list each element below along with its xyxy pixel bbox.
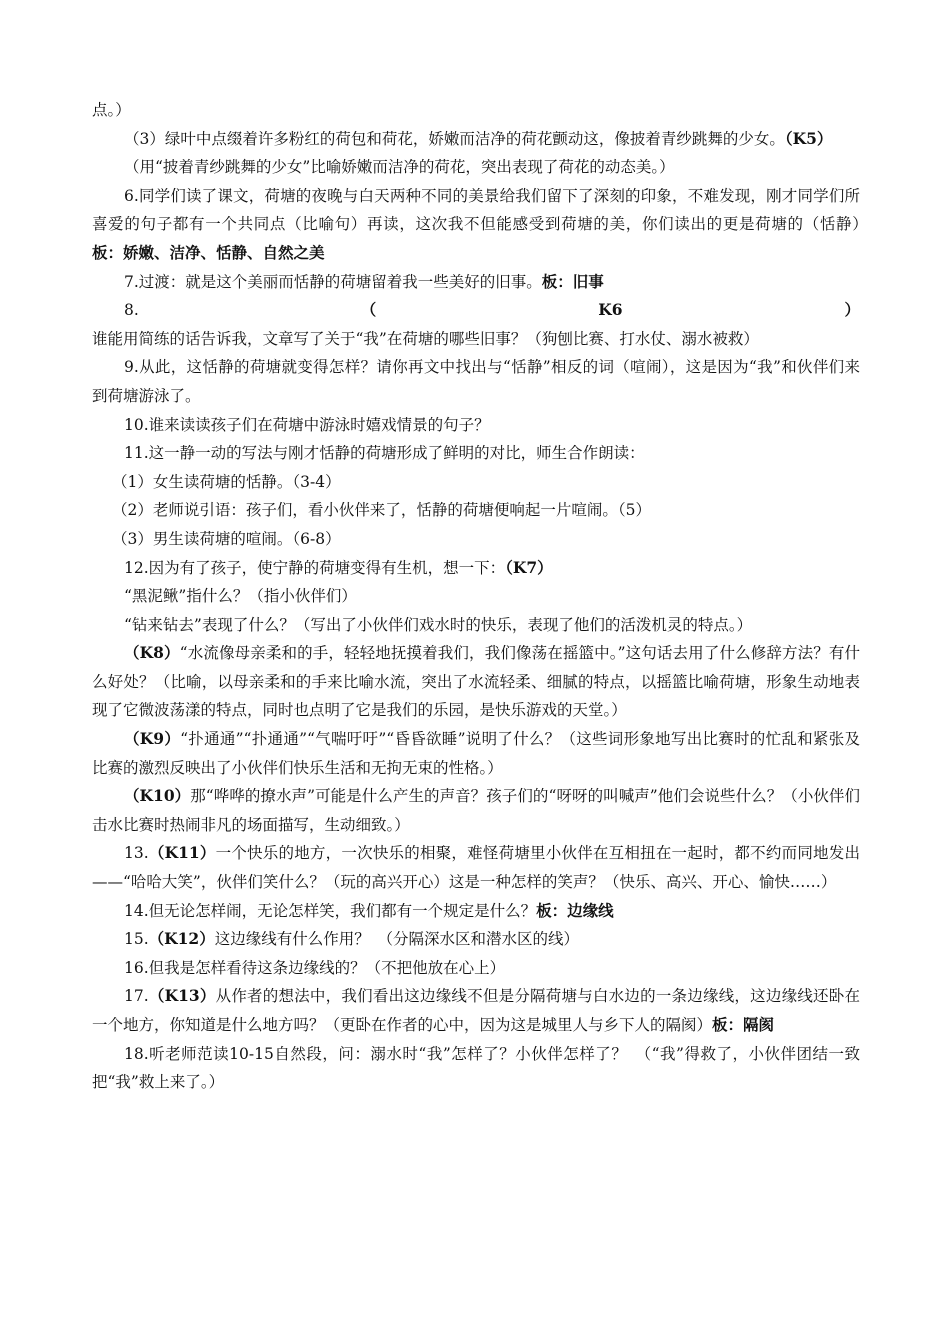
bold-text-run: （K8） [124,643,180,663]
text-run: 12.因为有了孩子，使宁静的荷塘变得有生机，想一下： [124,558,506,577]
paragraph [92,153,860,182]
paragraph [92,439,860,468]
paragraph [92,268,860,297]
text-run: 这边缘线有什么作用？ （分隔深水区和潜水区的线） [214,930,579,949]
text-run: 7.过渡：就是这个美丽而恬静的荷塘留着我一些美好的旧事。 [124,272,542,291]
text-run: 18.听老师范读10-15自然段，问：溺水时“我”怎样了？小伙伴怎样了？ （“我”得救了，小伙伴团结一致把“我”救上来了。） [92,1044,860,1092]
text-run: “黑泥鳅”指什么？（指小伙伴们） [124,587,357,606]
paragraph [92,296,860,353]
bold-text-run: （K12） [148,929,215,949]
bold-text-run: （K7） [505,557,553,577]
text-run: 17. [124,987,149,1006]
bold-text-run: 板：边缘线 [536,900,614,920]
bold-text-run: （K6） [138,300,860,320]
paragraph [92,725,860,782]
paragraph [92,782,860,839]
text-run: 从作者的想法中，我们看出这边缘线不但是分隔荷塘与白水边的一条边缘线，这边缘线还卧在一个地方，你知道是什么地方吗？（更卧在作者的心中，因为这是城里人与乡下人的隔阂） [92,987,860,1034]
paragraph [92,897,860,926]
paragraph [92,496,860,525]
bold-text-run: （K9） [124,729,181,749]
document-body [92,96,876,1097]
bold-text-run: 板：娇嫩、洁净、恬静、自然之美 [92,242,325,262]
text-run: （2）老师说引语：孩子们，看小伙伴来了，恬静的荷塘便响起一片喧闹。（5） [112,501,651,520]
text-run: 13. [124,844,149,863]
bold-text-run: 板：旧事 [541,271,604,291]
text-run: “水流像母亲柔和的手，轻轻地抚摸着我们，我们像荡在摇篮中。”这句话去用了什么修辞方法？有什么好处？（比喻，以母亲柔和的手来比喻水流，突出了水流轻柔、细腻的特点，以摇篮比喻荷塘，形象生动地表现了它微波荡漾的特点，同时也点明了它是我们的乐园，是快乐游戏的天堂。） [92,644,860,720]
text-run: “钻来钻去”表现了什么？（写出了小伙伴们戏水时的快乐，表现了他们的活泼机灵的特点。） [124,615,753,634]
text-run: 9.从此，这恬静的荷塘就变得怎样？请你再文中找出与“恬静”相反的词（喧闹），这是因为“我”和伙伴们来到荷塘游泳了。 [92,358,860,405]
paragraph [92,525,860,554]
text-run: （1）女生读荷塘的恬静。（3-4） [112,472,341,491]
paragraph [92,182,876,268]
text-run: 那“哗哗的撩水声”可能是什么产生的声音？孩子们的“呀呀的叫喊声”他们会说些什么？（小伙伴们击水比赛时热闹非凡的场面描写，生动细致。） [92,787,860,834]
text-run: 8. [124,301,139,320]
paragraph [92,411,860,440]
text-run: 11.这一静一动的写法与刚才恬静的荷塘形成了鲜明的对比，师生合作朗读： [124,444,645,463]
paragraph [92,582,860,611]
text-run: （3）男生读荷塘的喧闹。（6-8） [112,529,341,548]
text-run: 谁能用简练的话告诉我，文章写了关于“我”在荷塘的哪些旧事？（狗刨比赛、打水仗、溺水被救） [92,329,759,348]
text-run: （用“披着青纱跳舞的少女”比喻娇嫩而洁净的荷花，突出表现了荷花的动态美。） [124,158,675,177]
bold-text-run: 板：隔阂 [712,1015,775,1034]
bold-text-run: （K5） [784,128,833,148]
text-run: 15. [124,930,149,949]
text-run: 16.但我是怎样看待这条边缘线的？（不把他放在心上） [124,958,506,977]
paragraph [92,554,860,583]
paragraph [92,353,860,410]
text-run: 一个快乐的地方，一次快乐的相聚，难怪荷塘里小伙伴在互相扭在一起时，都不约而同地发出——“哈哈大笑”，伙伴们笑什么？（玩的高兴开心）这是一种怎样的笑声？（快乐、高兴、开心、愉快……） [92,844,860,892]
bold-text-run: （K10） [124,786,191,806]
text-run: 10.谁来读读孩子们在荷塘中游泳时嬉戏情景的句子？ [124,415,490,434]
paragraph [92,954,860,983]
text-run: 6.同学们读了课文，荷塘的夜晚与白天两种不同的美景给我们留下了深刻的印象，不难发现，刚才同学们所喜爱的句子都有一个共同点（比喻句）再读，这次我不但能感受到荷塘的美，你们读出的更是荷塘的（恬静） [92,186,876,234]
paragraph [92,611,860,640]
paragraph [92,839,860,896]
text-run: （3）绿叶中点缀着许多粉红的荷包和荷花，娇嫩而洁净的荷花颤动这，像披着青纱跳舞的少女。 [124,129,785,148]
paragraph [92,1040,860,1097]
paragraph [92,468,860,497]
text-run: 14.但无论怎样闹，无论怎样笑，我们都有一个规定是什么？ [124,901,537,920]
text-run: 点。） [92,101,131,119]
bold-text-run: （K11） [148,843,216,863]
paragraph [92,125,860,154]
paragraph [92,982,860,1039]
paragraph [92,96,860,125]
paragraph [92,639,860,725]
bold-text-run: （K13） [148,986,216,1006]
paragraph [92,925,860,954]
text-run: “扑通通”“扑通通”“气喘吁吁”“昏昏欲睡”说明了什么？（这些词形象地写出比赛时的忙乱和紧张及比赛的激烈反映出了小伙伴们快乐生活和无拘无束的性格。） [92,730,860,777]
